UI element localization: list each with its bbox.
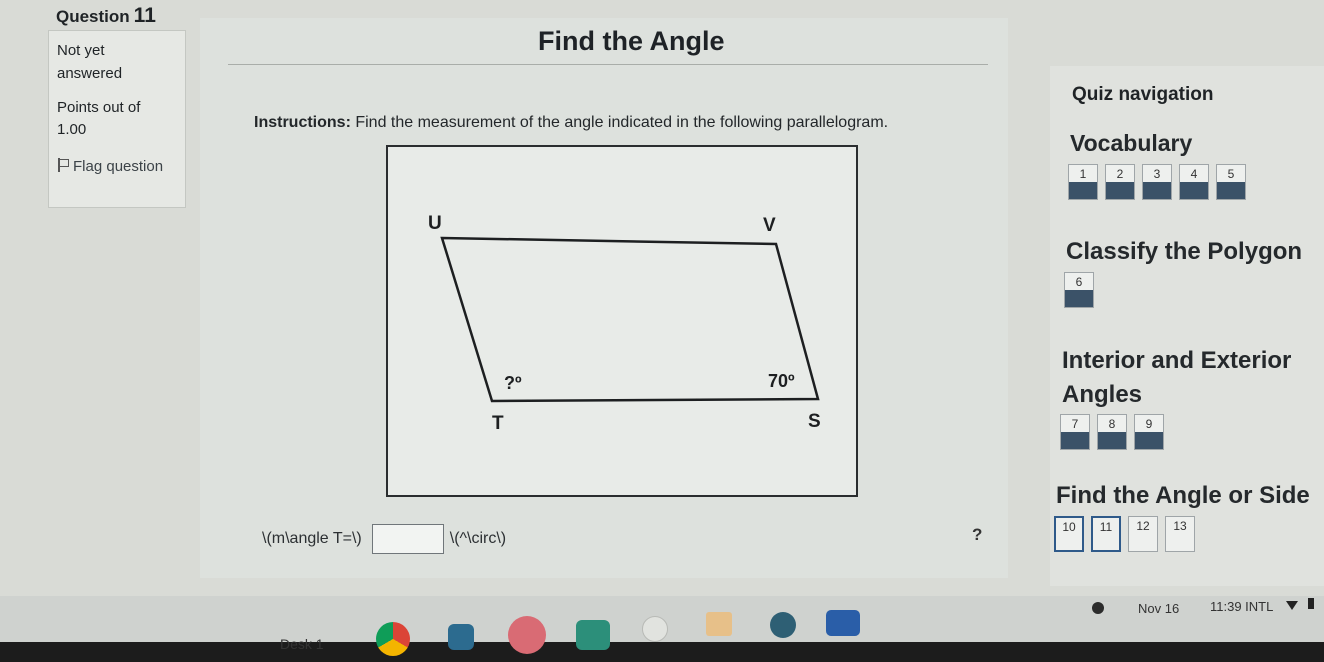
nav-button-8[interactable] bbox=[1097, 414, 1127, 450]
help-icon[interactable]: ? bbox=[972, 525, 983, 544]
answer-suffix: \(^\circ\) bbox=[449, 530, 507, 547]
nav-button-9[interactable] bbox=[1134, 414, 1164, 450]
nav-buttons-find-angle-side bbox=[1054, 516, 1202, 552]
nav-button-3[interactable] bbox=[1142, 164, 1172, 200]
nav-button-label: 3 bbox=[1153, 167, 1161, 181]
question-header bbox=[56, 4, 156, 28]
nav-button-11[interactable] bbox=[1091, 516, 1121, 552]
tray-date[interactable]: Nov 16 bbox=[1138, 601, 1180, 616]
title-divider bbox=[228, 64, 988, 65]
question-info-panel bbox=[48, 30, 186, 208]
screen-bezel bbox=[0, 642, 1324, 662]
instructions-heading: Instructions: bbox=[254, 114, 351, 131]
nav-button-1[interactable] bbox=[1068, 164, 1098, 200]
classroom-icon[interactable] bbox=[576, 620, 610, 650]
nav-buttons-classify-polygon bbox=[1064, 272, 1101, 308]
nav-section-find-angle-side: Find the Angle or Side bbox=[1056, 482, 1310, 509]
angle-t-label: ?º bbox=[504, 373, 522, 393]
nav-button-label: 8 bbox=[1108, 417, 1116, 431]
question-status: Not yet answered bbox=[57, 42, 123, 82]
nav-button-10[interactable] bbox=[1054, 516, 1084, 552]
vertex-u-label: U bbox=[428, 213, 442, 234]
nav-button-label: 5 bbox=[1227, 167, 1235, 181]
nav-button-13[interactable] bbox=[1165, 516, 1195, 552]
nav-button-label: 2 bbox=[1116, 167, 1124, 181]
battery-icon[interactable] bbox=[1308, 598, 1314, 609]
nav-section-classify-polygon: Classify the Polygon bbox=[1066, 238, 1303, 265]
nav-button-6[interactable] bbox=[1064, 272, 1094, 308]
answer-input[interactable] bbox=[372, 524, 444, 554]
nav-button-label: 10 bbox=[1062, 520, 1076, 534]
nav-button-5[interactable] bbox=[1216, 164, 1246, 200]
emoji-icon[interactable] bbox=[642, 616, 668, 642]
chrome-icon[interactable] bbox=[376, 622, 410, 656]
parallelogram-figure bbox=[386, 145, 858, 497]
nav-button-label: 1 bbox=[1079, 167, 1087, 181]
notification-icon[interactable] bbox=[1092, 602, 1104, 614]
angle-s-label: 70º bbox=[768, 371, 795, 391]
tray-time[interactable]: 11:39 INTL bbox=[1210, 599, 1274, 614]
nav-button-label: 11 bbox=[1099, 520, 1113, 534]
nav-button-label: 6 bbox=[1075, 275, 1083, 289]
nav-section-vocabulary: Vocabulary bbox=[1070, 130, 1193, 156]
app-icon[interactable] bbox=[508, 616, 546, 654]
wifi-icon[interactable] bbox=[1286, 601, 1298, 610]
parallelogram-shape bbox=[442, 238, 818, 401]
question-number: 11 bbox=[133, 4, 156, 27]
quiz-navigation-title: Quiz navigation bbox=[1072, 84, 1214, 105]
nav-button-label: 12 bbox=[1136, 519, 1150, 533]
question-label: Question bbox=[56, 7, 130, 26]
nav-button-label: 9 bbox=[1145, 417, 1153, 431]
instructions-text: Find the measurement of the angle indicated in the following parallelogram. bbox=[350, 114, 889, 131]
calculator-icon[interactable] bbox=[706, 612, 732, 636]
nav-button-12[interactable] bbox=[1128, 516, 1158, 552]
nav-button-label: 4 bbox=[1190, 167, 1198, 181]
vertex-s-label: S bbox=[808, 411, 821, 432]
nav-button-4[interactable] bbox=[1179, 164, 1209, 200]
points-value: 1.00 bbox=[57, 121, 87, 138]
nav-button-label: 7 bbox=[1071, 417, 1079, 431]
answer-row bbox=[262, 524, 506, 554]
parallelogram-diagram bbox=[388, 147, 856, 495]
flag-question-label: Flag question bbox=[73, 158, 164, 175]
flag-question-link[interactable] bbox=[57, 155, 163, 178]
nav-button-7[interactable] bbox=[1060, 414, 1090, 450]
settings-icon[interactable] bbox=[770, 612, 796, 638]
nav-section-interior-exterior: Interior and Exterior Angles bbox=[1062, 347, 1292, 408]
nav-button-label: 13 bbox=[1173, 519, 1187, 533]
page-title: Find the Angle bbox=[538, 26, 725, 56]
nav-buttons-vocabulary bbox=[1068, 164, 1253, 200]
vertex-v-label: V bbox=[763, 215, 776, 236]
answer-prefix: \(m\angle T=\) bbox=[262, 530, 362, 547]
flag-icon bbox=[57, 158, 69, 172]
points-label: Points out of bbox=[57, 99, 141, 116]
nav-button-2[interactable] bbox=[1105, 164, 1135, 200]
instructions bbox=[254, 114, 888, 132]
desk-label: Desk 1 bbox=[280, 636, 324, 652]
files-icon[interactable] bbox=[448, 624, 474, 650]
nav-buttons-interior-exterior bbox=[1060, 414, 1171, 450]
screen-icon[interactable] bbox=[826, 610, 860, 636]
question-points bbox=[57, 97, 140, 141]
vertex-t-label: T bbox=[492, 413, 504, 434]
